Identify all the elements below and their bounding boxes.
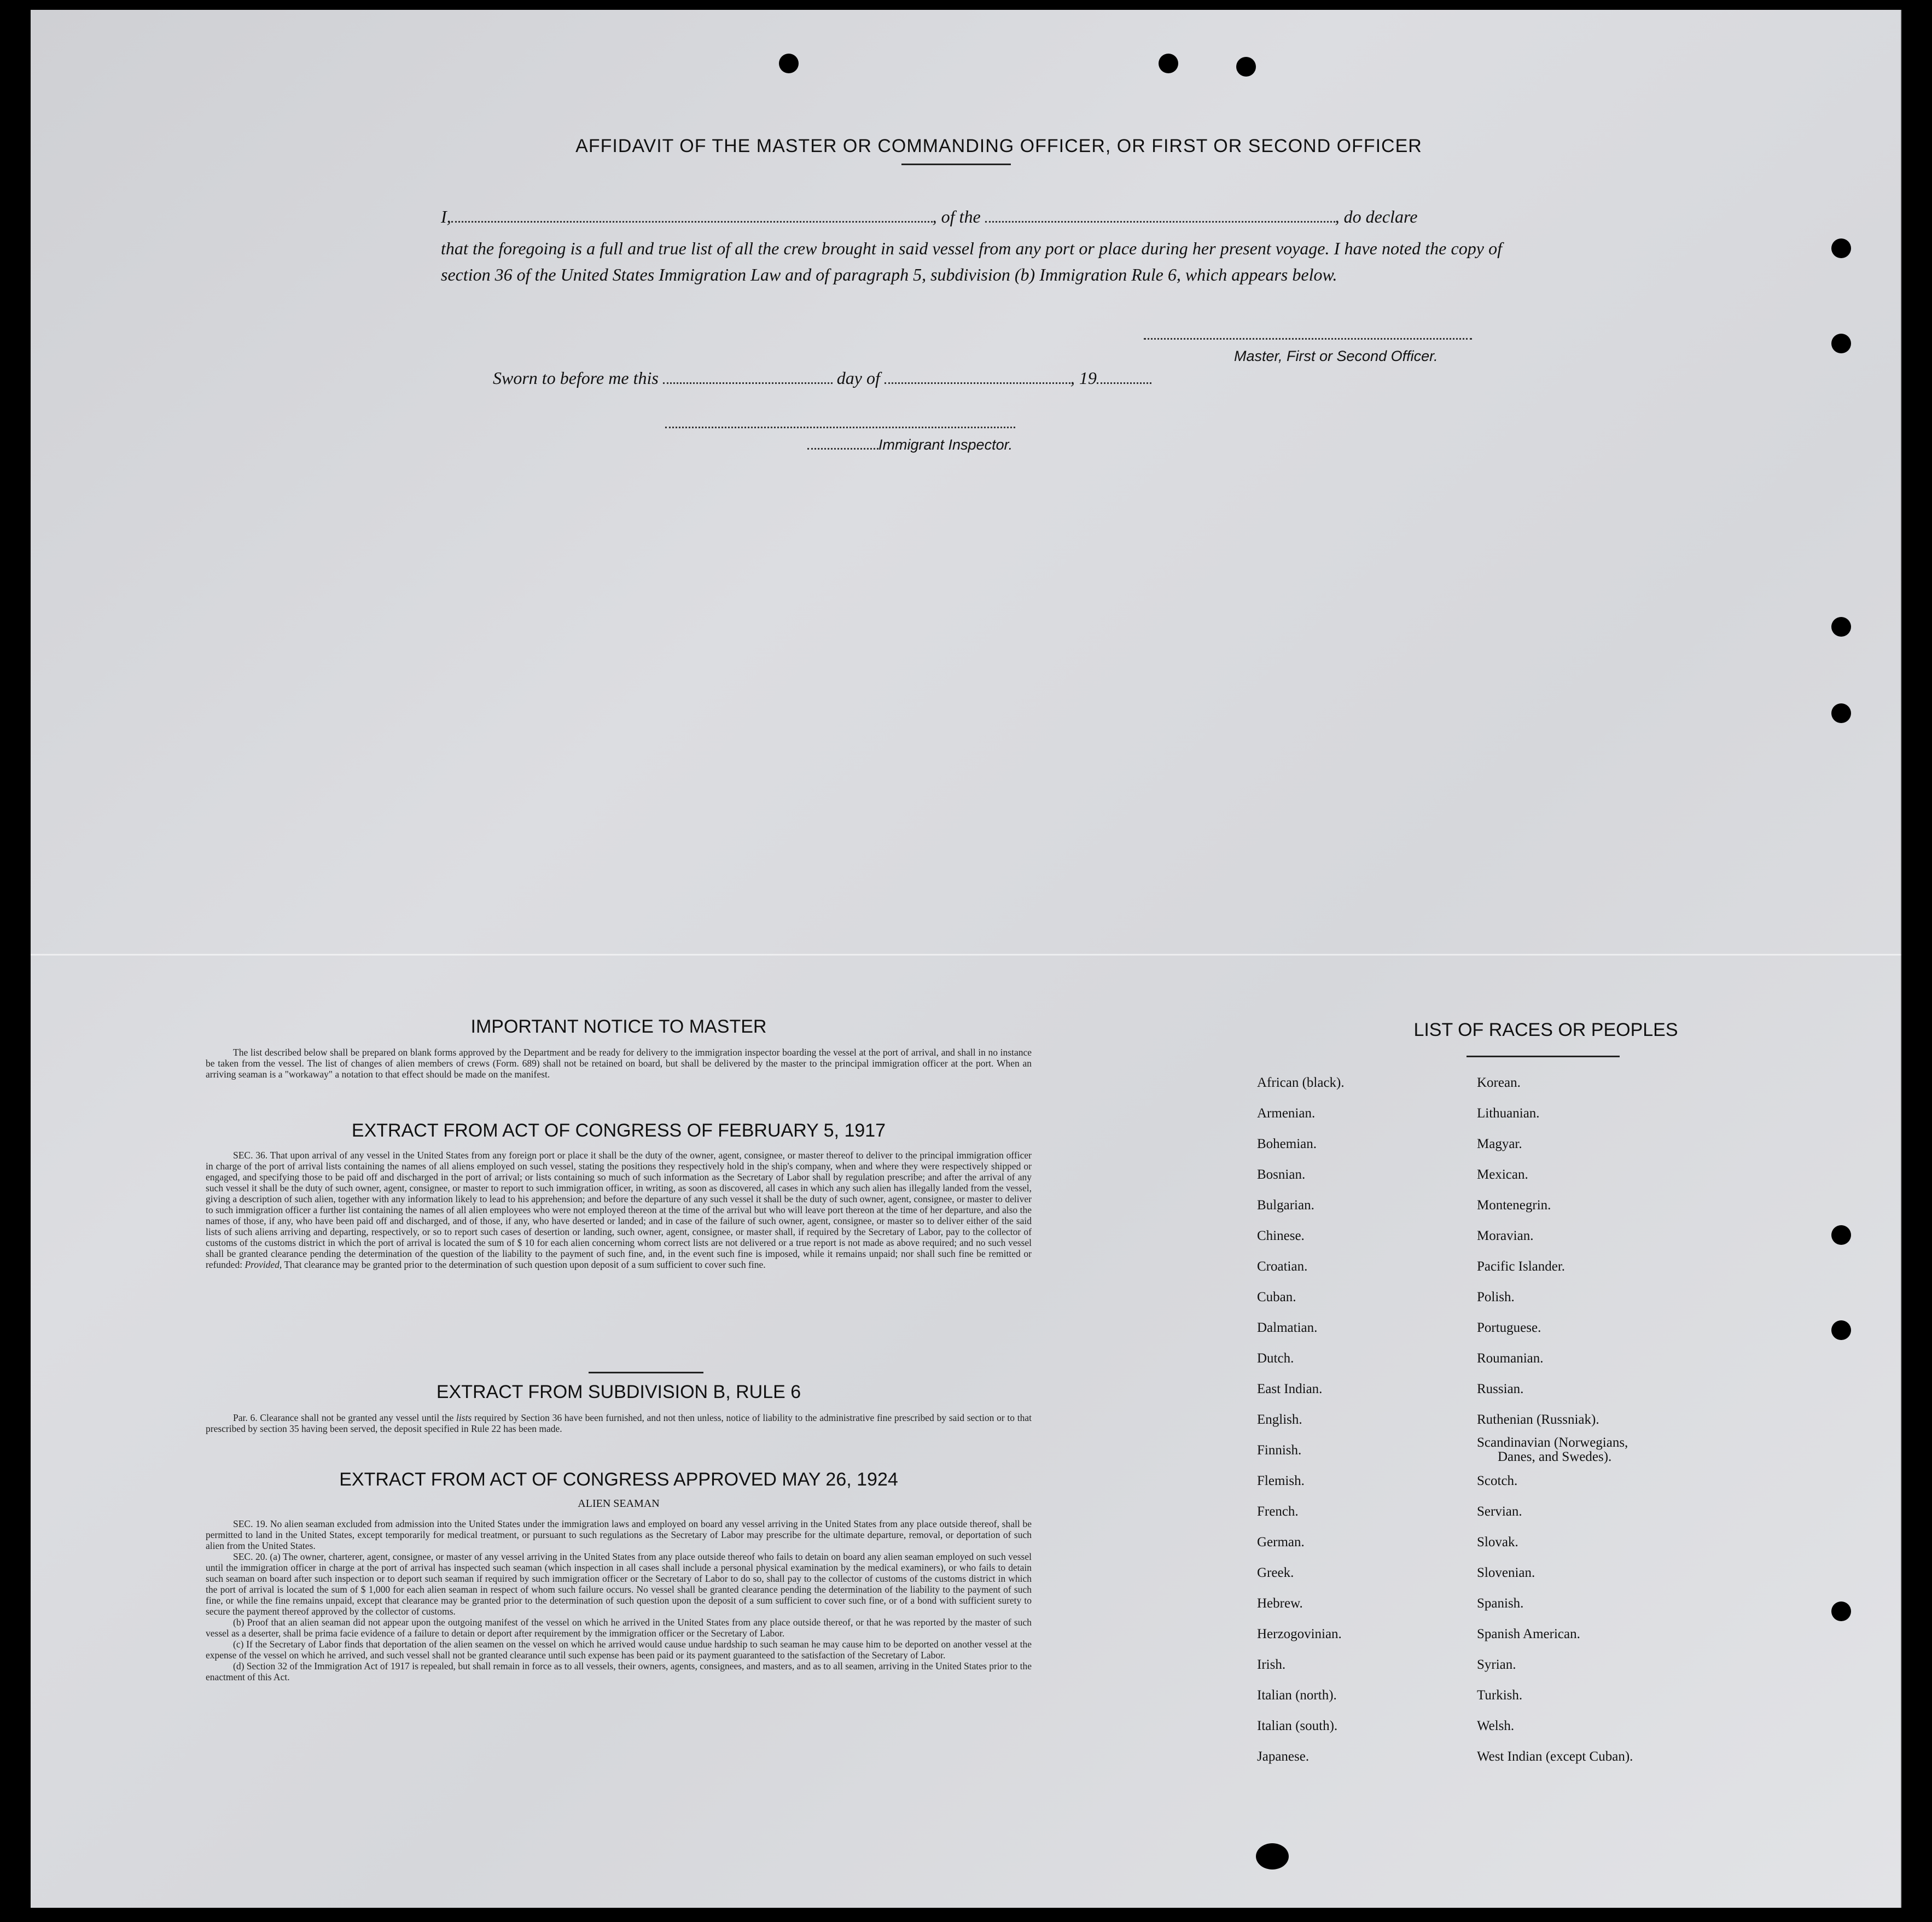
race-item: Russian. (1477, 1382, 1524, 1396)
race-item: Armenian. (1257, 1106, 1316, 1121)
section-rule (589, 1372, 703, 1373)
race-item: Syrian. (1477, 1657, 1516, 1672)
race-item: Italian (north). (1257, 1688, 1337, 1703)
race-item: Spanish American. (1477, 1627, 1580, 1641)
sworn-prefix: Sworn to before me this (493, 368, 659, 388)
notice-title: IMPORTANT NOTICE TO MASTER (470, 1016, 767, 1037)
signature-blank[interactable] (1144, 338, 1472, 340)
race-item: Greek. (1257, 1565, 1294, 1580)
sworn-line (493, 368, 1151, 388)
extract-1917-title: EXTRACT FROM ACT OF CONGRESS OF FEBRUARY 5, 1917 (351, 1120, 886, 1141)
document-page (31, 10, 1901, 1908)
fold-line (31, 954, 1901, 956)
affidavit-body: that the foregoing is a full and true list of all the crew brought in said vessel from any port or place during her present voyage. I have noted the copy of section 36 of the United States Immigration Law and of paragraph 5, subdivision (b) Immigration Rule 6, which appears below. (441, 238, 1502, 284)
punch-hole (1831, 617, 1851, 637)
punch-hole (1831, 1601, 1851, 1621)
race-item: West Indian (except Cuban). (1477, 1749, 1633, 1764)
inspector-signature-blank[interactable] (665, 427, 1015, 428)
sworn-day-label: day of (836, 368, 880, 388)
par-6-italic: lists (456, 1412, 472, 1423)
sec-20c-paragraph: (c) If the Secretary of Labor finds that deportation of the alien seamen on the vessel on which he arrived would cause undue hardship to such seaman he may cause him to be deported on another vessel at the expense of the vessel on which he arrived, and such vessel shall not be granted clearance until such expense has been paid or its payment guaranteed to the satisfaction of the Secretary of Labor. (206, 1639, 1032, 1661)
inspector-label: Immigrant Inspector. (878, 436, 1013, 453)
par-6-text-end: required by Section 36 have been furnished, and not then unless, notice of liability to the administrative fine prescribed by said section or to that prescribed by section 35 having been served, the deposit specified in Rule 22 has been made. (206, 1412, 1032, 1434)
par-6-text: Par. 6. Clearance shall not be granted any vessel until the (233, 1412, 454, 1423)
inspector-line (807, 436, 1012, 453)
title-rule (901, 164, 1011, 165)
race-item: Montenegrin. (1477, 1198, 1551, 1213)
race-item: Portuguese. (1477, 1320, 1541, 1335)
race-item: Irish. (1257, 1657, 1286, 1672)
punch-hole (779, 54, 799, 73)
signature-label: Master, First or Second Officer. (1234, 348, 1438, 364)
sec-36-text: SEC. 36. That upon arrival of any vessel in the United States from any foreign port or place it shall be the duty of the owner, agent, consignee, or master thereof to deliver to the principal immigration officer in charge of the port of arrival lists containing the names of all aliens employed on such vessel, stating the positions they respectively hold in the ship's company, when and where they were respectively shipped or engaged, and specifying those to be paid off and discharged in the port of arrival; or lists containing so much of such information as the Secretary of Labor shall by regulation prescribe; and after the arrival of any such vessel it shall be the duty of such owner, agent, consignee, or master to report to such immigration officer, in writing, as soon as discovered, all cases in which any such alien has illegally landed from the vessel, giving a description of such alien, together with any information likely to lead to his apprehension; and before the departure of any such vessel it shall be the duty of such owner, agent, consignee, or master to deliver to such immigration officer a further list containing the names of all alien employees who were not employed thereon at the time of the arrival but who will leave port thereon at the time of her departure, and also the names of those, if any, who have been paid off and discharged, and of those, if any, who have deserted or landed; and in case of the failure of such owner, agent, consignee, or master so to deliver either of the said lists of such aliens arriving and departing, respectively, or so to report such cases of desertion or landing, such owner, agent, consignee, or master shall, if required by the Secretary of Labor, pay to the collector of customs of the customs district in which the port of arrival is located the sum of $ 10 for each alien concerning whom correct lists are not delivered or a true report is not made as above required; and no such vessel shall be granted clearance pending the determination of the question of the liability to the payment of such fine, and, in the event such fine is imposed, while it remains unpaid; nor shall such fine be remitted or refunded: (206, 1150, 1032, 1270)
race-item: Mexican. (1477, 1167, 1528, 1182)
race-item: Welsh. (1477, 1719, 1515, 1733)
punch-hole (1831, 334, 1851, 353)
sec-36-proviso: Provided, (245, 1259, 282, 1270)
declarant-name-blank[interactable] (451, 210, 933, 223)
race-item: Slovak. (1477, 1535, 1518, 1550)
race-item: Flemish. (1257, 1473, 1305, 1488)
race-item: Pacific Islander. (1477, 1259, 1566, 1274)
vessel-name-blank[interactable] (985, 210, 1335, 223)
race-item: Hebrew. (1257, 1596, 1303, 1611)
race-item: Bulgarian. (1257, 1198, 1314, 1213)
race-item: East Indian. (1257, 1382, 1323, 1396)
sec-20a-paragraph: SEC. 20. (a) The owner, charterer, agent, consignee, or master of any vessel arriving in the United States from any place outside thereof who fails to detain on board any alien seaman employed on such vessel until the immigration officer in charge at the port of arrival has inspected such seaman (which inspection in all cases shall include a personal physical examination by the medical examiners), or who fails to detain such seaman on board after such inspection or to deport such seaman if required by such immigration officer or the Secretary of Labor to do so, shall pay to the collector of customs of the customs district in which the port of arrival is located the sum of $ 1,000 for each alien seaman in respect of whom such failure occurs. No vessel shall be granted clearance pending the determination of the liability to the payment of such fine, or while the fine remains unpaid, except that clearance may be granted prior to the determination of such question upon the deposit of a sum sufficient to cover such fine, or of a bond with sufficient surety to secure the payment thereof approved by the collector of customs. (206, 1551, 1032, 1617)
race-item-continuation: Danes, and Swedes). (1498, 1449, 1612, 1464)
race-item: Japanese. (1257, 1749, 1310, 1764)
declare-label: , do declare (1335, 207, 1418, 226)
fold-line-vertical (1900, 10, 1901, 1908)
sec-19-paragraph: SEC. 19. No alien seaman excluded from admission into the United States under the immigration laws and employed on board any vessel arriving in the United States from any place outside thereof, shall be permitted to land in the United States, except temporarily for medical treatment, or pursuant to such regulations as the Secretary of Labor may prescribe for the ultimate departure, removal, or deportation of such alien from the United States. (206, 1518, 1032, 1551)
extract-1917-body (206, 1150, 1032, 1270)
punch-hole (1256, 1843, 1289, 1869)
races-title: LIST OF RACES OR PEOPLES (1413, 1020, 1678, 1040)
race-item: Slovenian. (1477, 1565, 1535, 1580)
race-item: African (black). (1257, 1075, 1345, 1090)
alien-seaman-subtitle: ALIEN SEAMAN (578, 1498, 660, 1510)
sworn-year-blank[interactable] (1097, 371, 1151, 384)
race-item: Bosnian. (1257, 1167, 1306, 1182)
punch-hole (1831, 703, 1851, 723)
race-item: Bohemian. (1257, 1137, 1317, 1151)
rule-6-body (206, 1412, 1032, 1434)
race-item: Dalmatian. (1257, 1320, 1318, 1335)
notice-paragraph: The list described below shall be prepared on blank forms approved by the Department and be ready for delivery to the immigration inspector boarding the vessel at the port of arrival, and shall in no instance be taken from the vessel. The list of changes of alien members of crews (Form. 689) shall not be retained on board, but shall be delivered by the master to the principal immigration officer at the port. When an arriving seaman is a "workaway" a notation to that effect should be made on the manifest. (206, 1047, 1032, 1080)
affidavit-title: AFFIDAVIT OF THE MASTER OR COMMANDING OFFICER, OR FIRST OR SECOND OFFICER (575, 136, 1422, 156)
race-item: Spanish. (1477, 1596, 1524, 1611)
sec-20b-paragraph: (b) Proof that an alien seaman did not appear upon the outgoing manifest of the vessel on which he arrived in the United States from any place outside thereof, or that he was reported by the master of such vessel as a deserter, shall be prima facie evidence of a failure to detain or deport after requirement by the immigration officer or the Secretary of Labor. (206, 1617, 1032, 1639)
extract-1924-title: EXTRACT FROM ACT OF CONGRESS APPROVED MAY 26, 1924 (339, 1469, 898, 1490)
race-item: Italian (south). (1257, 1719, 1338, 1733)
rule-6-title: EXTRACT FROM SUBDIVISION B, RULE 6 (436, 1382, 801, 1402)
sworn-month-blank[interactable] (884, 371, 1070, 384)
race-item: Magyar. (1477, 1137, 1522, 1151)
race-item: Herzogovinian. (1257, 1627, 1342, 1641)
race-item: Cuban. (1257, 1290, 1296, 1304)
race-item: Croatian. (1257, 1259, 1308, 1274)
race-item: Ruthenian (Russniak). (1477, 1412, 1599, 1427)
sec-36-text-end: That clearance may be granted prior to the determination of such question upon deposit of a sum sufficient to cover such fine. (284, 1259, 766, 1270)
race-item: French. (1257, 1504, 1299, 1519)
race-item: Moravian. (1477, 1228, 1534, 1243)
notice-body (206, 1047, 1032, 1080)
punch-hole (1831, 238, 1851, 258)
inspector-name-blank[interactable] (807, 437, 878, 450)
race-item: Dutch. (1257, 1351, 1294, 1366)
race-item: Roumanian. (1477, 1351, 1544, 1366)
punch-hole (1831, 1225, 1851, 1245)
race-item: Scandinavian (Norwegians, (1477, 1435, 1628, 1450)
punch-hole (1831, 1320, 1851, 1340)
sec-20d-paragraph: (d) Section 32 of the Immigration Act of 1917 is repealed, but shall remain in force as to all vessels, their owners, agents, consignees, and masters, and as to all seamen, arriving in the United States prior to the enactment of this Act. (206, 1661, 1032, 1682)
race-item: Lithuanian. (1477, 1106, 1540, 1121)
race-item: Polish. (1477, 1290, 1515, 1304)
of-the-label: , of the (932, 207, 981, 226)
sworn-year-label: , 19 (1070, 368, 1097, 388)
sec-36-paragraph (206, 1150, 1032, 1270)
race-item: Chinese. (1257, 1228, 1305, 1243)
punch-hole (1236, 57, 1256, 77)
race-item: Turkish. (1477, 1688, 1523, 1703)
par-6-paragraph (206, 1412, 1032, 1434)
race-item: Servian. (1477, 1504, 1522, 1519)
race-item: German. (1257, 1535, 1305, 1550)
affidavit-declaration-line (441, 207, 1502, 227)
race-item: Finnish. (1257, 1443, 1302, 1458)
extract-1924-body (206, 1518, 1032, 1682)
race-item: English. (1257, 1412, 1302, 1427)
race-item: Korean. (1477, 1075, 1521, 1090)
sworn-day-blank[interactable] (663, 371, 833, 384)
race-item: Scotch. (1477, 1473, 1518, 1488)
punch-hole (1159, 54, 1178, 73)
title-rule (1467, 1056, 1620, 1057)
declarant-prefix: I, (441, 207, 451, 226)
